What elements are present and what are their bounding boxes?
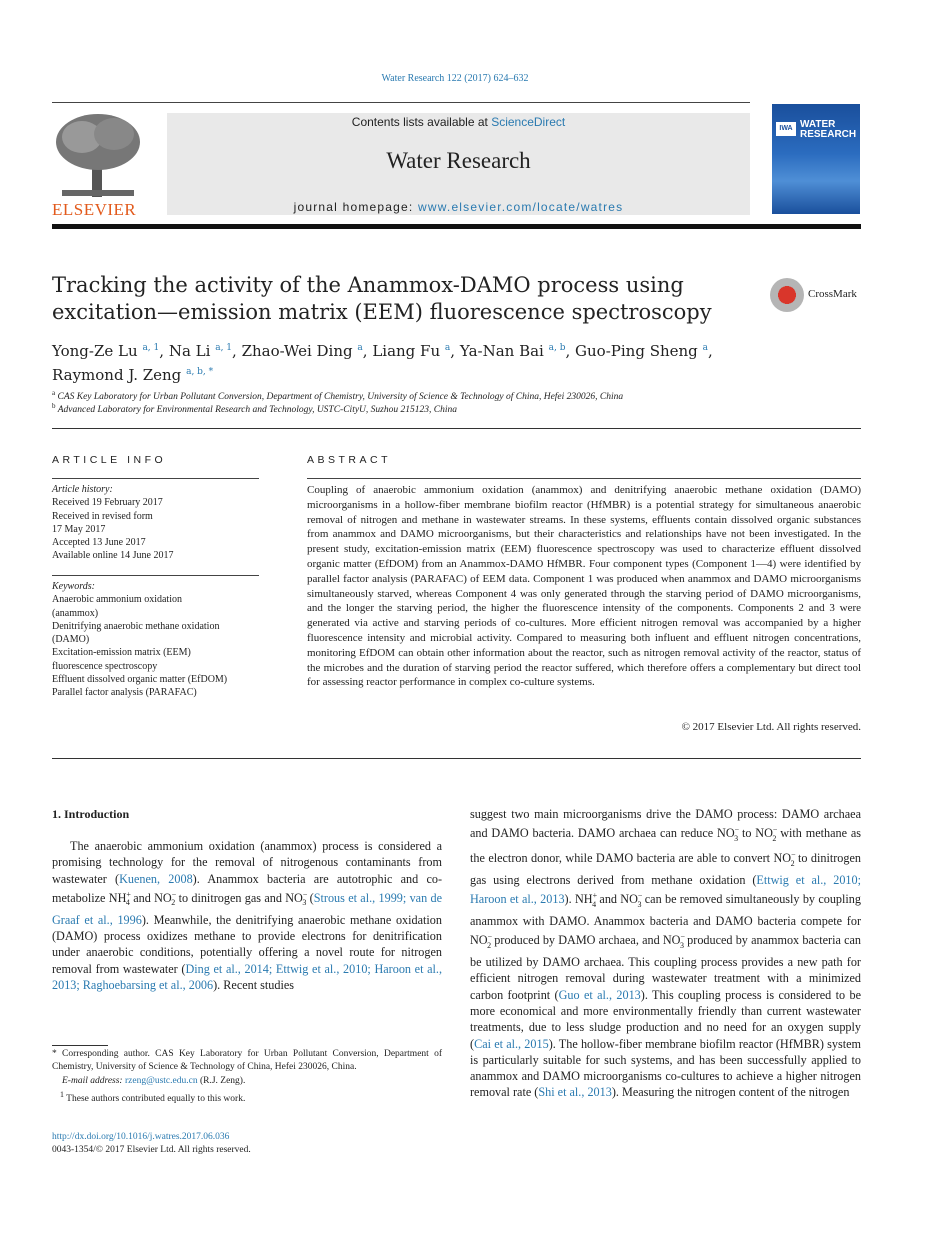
body-text: ). Recent studies [213,977,295,992]
superscript: − [791,850,796,860]
doi-link[interactable]: http://dx.doi.org/10.1016/j.watres.2017.06.036 [52,1132,230,1142]
homepage-link[interactable]: www.elsevier.com/locate/watres [417,200,624,214]
author-affil-mark[interactable]: a [702,343,708,353]
keyword: Effluent dissolved organic matter (EfDOM) [52,674,228,686]
author-list: Yong-Ze Lu $^{a, 1}$, Na Li $^{a, 1}$, Zhao-Wei Ding $^a$, Liang Fu $^a$, Ya-Nan Bai $^{a, b}$, Guo-Ping Sheng $^a$, Raymond J. Zeng $^{a, b, *}$ [52,342,713,384]
email-link[interactable]: rzeng@ustc.edu.cn [124,1075,198,1086]
author-name[interactable]: Guo-Ping Sheng [575,342,698,360]
equal-contribution-text: These authors contributed equally to this work. [66,1094,246,1105]
citation-link[interactable]: Ettwig et al., 2010; Haroon et al., 2013 [470,872,861,907]
corresponding-author-note: * Corresponding author. CAS Key Laboratory for Urban Pollutant Conversion, Department of Chemistry, University of Science & Technology of China, Hefei 230026, China. [52,1049,442,1073]
body-text: produced by DAMO archaea, and NO [491,933,681,948]
body-text: and NO [596,892,638,907]
citation-link[interactable]: Kuenen, 2008 [119,871,193,886]
intro-right-column [470,806,861,1101]
body-text: The anaerobic ammonium oxidation (anammox) process is considered a promising technology for the removal of nitrogenous contaminants from wastewater ( [52,839,442,886]
body-text: ). This coupling process is considered to be more economical and more environmentally friendly than current wastewater treatments, due to less sludge production and no need for an oxygen supply ( [470,987,861,1051]
subscript: 3 [734,833,739,843]
abstract-copyright: © 2017 Elsevier Ltd. All rights reserved. [681,721,861,733]
citation-link[interactable]: Strous et al., 1999; van de Graaf et al., 1996 [52,890,442,927]
subscript: 4 [125,898,130,908]
email-suffix: (R.J. Zeng). [197,1075,246,1086]
affil-text: Advanced Laboratory for Environmental Research and Technology, USTC-CityU, Suzhou 215123, China [57,405,457,416]
history-item: 17 May 2017 [52,523,106,535]
cover-title [800,120,856,140]
crossmark-icon[interactable] [770,278,804,312]
body-text: to dinitrogen gas and NO [175,890,303,905]
footnote-mark: 1 [60,1089,64,1099]
contents-line [167,115,750,129]
body-text: with methane as the electron donor, while DAMO bacteria are able to convert NO [470,826,861,866]
article-info-heading: ARTICLE INFO [52,454,167,466]
elsevier-tree-logo [52,112,144,200]
author-affil-mark[interactable]: a [357,343,363,353]
cover-title-line2: RESEARCH [800,129,857,140]
author-name[interactable]: Na Li [168,342,211,360]
author-name[interactable]: Yong-Ze Lu [52,342,138,360]
keywords-rule [52,575,259,576]
email-label: E-mail address: [62,1075,125,1086]
body-text: ). The hollow-fiber membrane biofilm reactor (HfMBR) system is particularly suitable for such systems, and has been successfully applied to anammox and DAMO microorganisms co-cultures to achieve a higher nitrogen removal rate ( [470,1036,861,1100]
email-note [52,1075,442,1088]
body-text: produced by anammox bacteria can be utilized by DAMO archaea. This coupling process provides a new path for efficient nitrogen removal during wastewater treatment with a minimized carbon footprint ( [470,933,861,1002]
affil-mark: b [52,402,56,410]
history-item: Received 19 February 2017 [52,497,163,509]
citation-link[interactable]: Shi et al., 2013 [538,1085,612,1100]
abstract-heading: ABSTRACT [307,454,392,466]
history-label: Article history: [52,484,113,495]
citation-link[interactable]: Ding et al., 2014; Ettwig et al., 2010; Haroon et al., 2013; Raghoebarsing et al., 2006 [52,961,443,992]
history-item: Accepted 13 June 2017 [52,537,146,549]
subscript: 2 [790,858,795,868]
affil-text: CAS Key Laboratory for Urban Pollutant Conversion, Department of Chemistry, University of Science & Technology of China, Hefei 230026, China [57,392,624,403]
article-title: Tracking the activity of the Anammox-DAMO process using excitation—emission matrix (EEM) fluorescence spectroscopy [52,273,712,324]
keyword: Excitation-emission matrix (EEM) [52,647,191,659]
journal-name: Water Research [386,148,531,173]
intro-left-column [52,838,442,993]
author-name[interactable]: Liang Fu [372,342,441,360]
body-text: to NO [738,826,773,841]
keywords-label: Keywords: [52,581,95,592]
subscript: 2 [171,898,176,908]
author-name[interactable]: Ya-Nan Bai [459,342,544,360]
superscript: − [302,889,308,899]
body-text: ). Meanwhile, the denitrifying anaerobic methane oxidation (DAMO) process oxidizes methane to provide electrons for denitrification under anaerobic conditions, potentially offering a novel route for nitrogen removal from wastewater ( [52,912,442,976]
equal-contribution-note [52,1088,442,1106]
keywords [52,580,262,700]
superscript: − [772,825,778,835]
author-affil-mark[interactable]: a, b, * [186,367,214,377]
author-name[interactable]: Raymond J. Zeng [52,366,182,384]
superscript: − [171,889,177,899]
author-affil-mark[interactable]: a [444,343,451,353]
superscript: − [734,825,740,835]
history-item: Available online 14 June 2017 [52,550,174,562]
footnote-rule [52,1045,108,1046]
citation-link[interactable]: Cai et al., 2015 [474,1036,549,1051]
keyword: Parallel factor analysis (PARAFAC) [52,687,197,699]
subscript: 4 [592,899,597,909]
subscript: 3 [302,898,307,908]
subscript: 3 [637,899,642,909]
keyword: (anammox) [52,607,99,619]
sciencedirect-link[interactable]: ScienceDirect [491,115,566,129]
citation-link[interactable]: Guo et al., 2013 [558,987,641,1002]
body-text: ( [306,890,314,905]
section-rule [52,428,861,429]
article-history [52,483,262,563]
subscript: 3 [679,940,684,950]
author-affil-mark[interactable]: a, 1 [142,343,160,353]
superscript: − [680,932,685,942]
crossmark-label[interactable]: CrossMark [808,288,857,300]
doi-block [52,1131,251,1157]
abstract-text: Coupling of anaerobic ammonium oxidation (anammox) and denitrifying anaerobic methane oxidation (DAMO) microorganisms in a hollow-fiber membrane biofilm reactor (HfMBR) is a potential strategy for simultaneous anaerobic removal of nitrogen and methane in wastewater streams. In these systems, effluents contain dissolved organic substances from anammox and DAMO microorganisms, but their characteristics and relationships have not been investigated. In the present study, excitation-emission matrix (EEM) fluorescence spectroscopy was used to characterize effluent dissolved organic matter (EfDOM) from an Anammox-DAMO HfMBR. Four component types (Component 1—4) were identified by parallel factor analysis (PARAFAC) of EEM data. Component 1 was produced when anammox and DAMO microorganisms simultaneously starved, whereas Component 4 was only generated through the starving period of DAMO microorganisms, and the longer the starving period, the higher the fluorescence intensity of the components. Components 2 and 3 were generated via active and starving periods of co-cultures. More efficient nitrogen removal was accompanied by a higher fluorescence intensity and microbial activity. Compared to measuring both influent and effluent nitrogen concentrations, monitoring EfDOM can obtain other information about the reactor, such as nitrogen removal activity of the reactor, status of the microbes and the duration of starving period the reactor suffered, which therefore offers a complementary but direct tool for assessing reactor performance in complex co-culture systems. [307,484,861,689]
keyword: Anaerobic ammonium oxidation [52,594,182,606]
author-affil-mark[interactable]: a, b [548,343,566,353]
abstract-rule [307,478,861,479]
body-rule [52,758,861,759]
history-item: Received in revised form [52,510,153,522]
body-text: suggest two main microorganisms drive the DAMO process: DAMO archaea and DAMO bacteria. DAMO archaea can reduce NO [470,807,861,841]
subscript: 2 [487,940,492,950]
cover-logo: IWA [776,122,796,136]
keyword: (DAMO) [52,634,90,646]
superscript: − [487,932,493,942]
article-info-rule [52,478,259,479]
affil-mark: a [52,389,56,397]
superscript: + [592,891,598,901]
affiliation-a [52,389,623,402]
issn-line: 0043-1354/© 2017 Elsevier Ltd. All rights reserved. [52,1145,251,1155]
header-thick-rule [52,224,861,229]
introduction-heading: 1. Introduction [52,807,130,821]
body-text: to dinitrogen gas using electrons derived from methane oxidation ( [470,851,862,887]
journal-homepage [167,200,750,214]
keyword: fluorescence spectroscopy [52,660,158,672]
superscript: + [126,889,131,899]
body-text: ). Measuring the nitrogen content of the nitrogen [611,1085,850,1100]
superscript: − [637,891,643,901]
body-text: ). Anammox bacteria are autotrophic and co-metabolize NH [52,871,443,905]
contents-prefix: Contents lists available at [351,115,492,129]
author-name[interactable]: Zhao-Wei Ding [241,342,353,360]
subscript: 2 [772,833,777,843]
affiliation-b [52,402,457,415]
journal-citation[interactable]: Water Research 122 (2017) 624–632 [381,73,529,84]
keyword: Denitrifying anaerobic methane oxidation [52,620,220,632]
header-rule [52,102,750,103]
cover-title-line1: WATER [800,119,836,130]
body-text: and NO [129,890,172,905]
homepage-prefix: journal homepage: [293,200,418,214]
footnotes [52,1048,442,1106]
author-affil-mark[interactable]: a, 1 [215,343,233,353]
body-text: ). NH [564,892,593,907]
elsevier-wordmark: ELSEVIER [52,200,137,219]
body-text: can be removed simultaneously by coupling anammox with DAMO. Anammox bacteria and DAMO bacteria compete for NO [470,892,861,948]
